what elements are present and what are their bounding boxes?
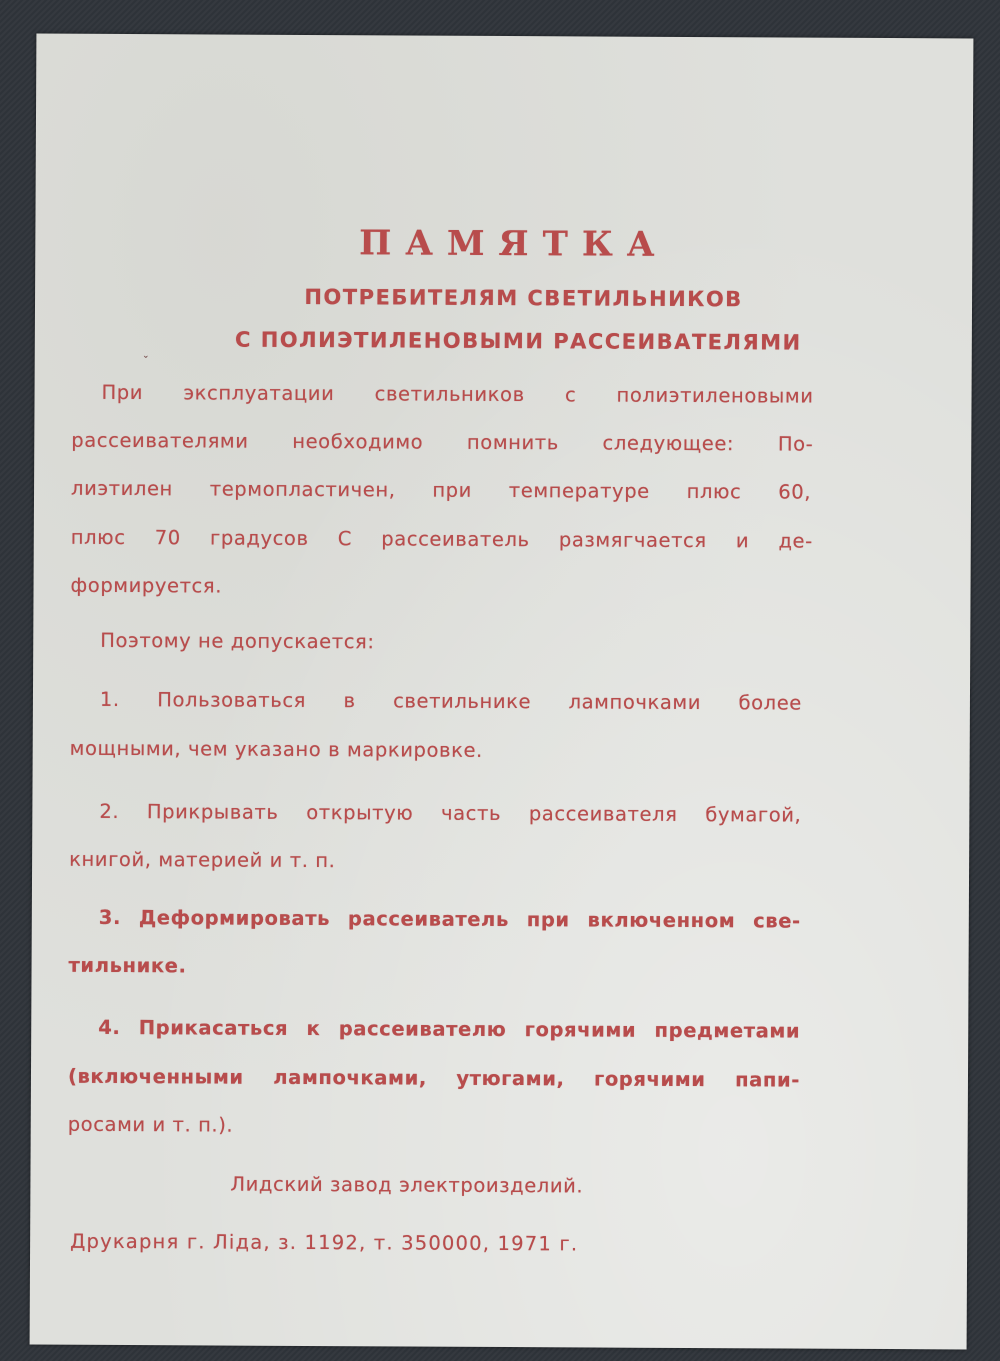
intro-line: При эксплуатации светильников с полиэтиленовыми	[101, 380, 814, 408]
document-subtitle-line-2: С ПОЛИЭТИЛЕНОВЫМИ РАССЕИВАТЕЛЯМИ	[234, 327, 802, 355]
prohibition-item-2-continued: книгой, материей и т. п.	[69, 847, 336, 873]
memo-sheet	[30, 34, 974, 1350]
intro-line: рассеивателями необходимо помнить следующее: По-	[71, 428, 814, 456]
prohibition-item-1-continued: мощными, чем указано в маркировке.	[69, 736, 483, 762]
pen-mark: ˇ	[143, 353, 148, 368]
document-title: ПАМЯТКА	[359, 223, 669, 265]
intro-line: плюс 70 градусов С рассеиватель размягчается и де-	[70, 525, 813, 553]
prohibition-item-3: 3. Деформировать рассеиватель при включенном све-	[98, 905, 801, 933]
prohibition-item-3-continued: тильнике.	[68, 953, 187, 978]
prohibition-item-4: 4. Прикасаться к рассеивателю горячими предметами	[98, 1015, 801, 1043]
prohibition-item-4-continued: (включенными лампочками, утюгами, горячими папи-	[67, 1064, 801, 1092]
prohibition-item-4-continued: росами и т. п.).	[67, 1112, 234, 1137]
lead-in-text: Поэтому не допускается:	[100, 628, 375, 654]
document-subtitle-line-1: ПОТРЕБИТЕЛЯМ СВЕТИЛЬНИКОВ	[304, 284, 743, 312]
manufacturer-name: Лидский завод электроизделий.	[230, 1172, 584, 1198]
intro-line: формируется.	[70, 573, 223, 598]
prohibition-item-1: 1. Пользоваться в светильнике лампочками более	[99, 687, 803, 715]
prohibition-item-2: 2. Прикрывать открытую часть рассеивателя бумагой,	[99, 799, 802, 827]
print-imprint: Друкарня г. Ліда, з. 1192, т. 350000, 1971 г.	[70, 1229, 579, 1256]
intro-line: лиэтилен термопластичен, при температуре плюс 60,	[70, 476, 812, 504]
